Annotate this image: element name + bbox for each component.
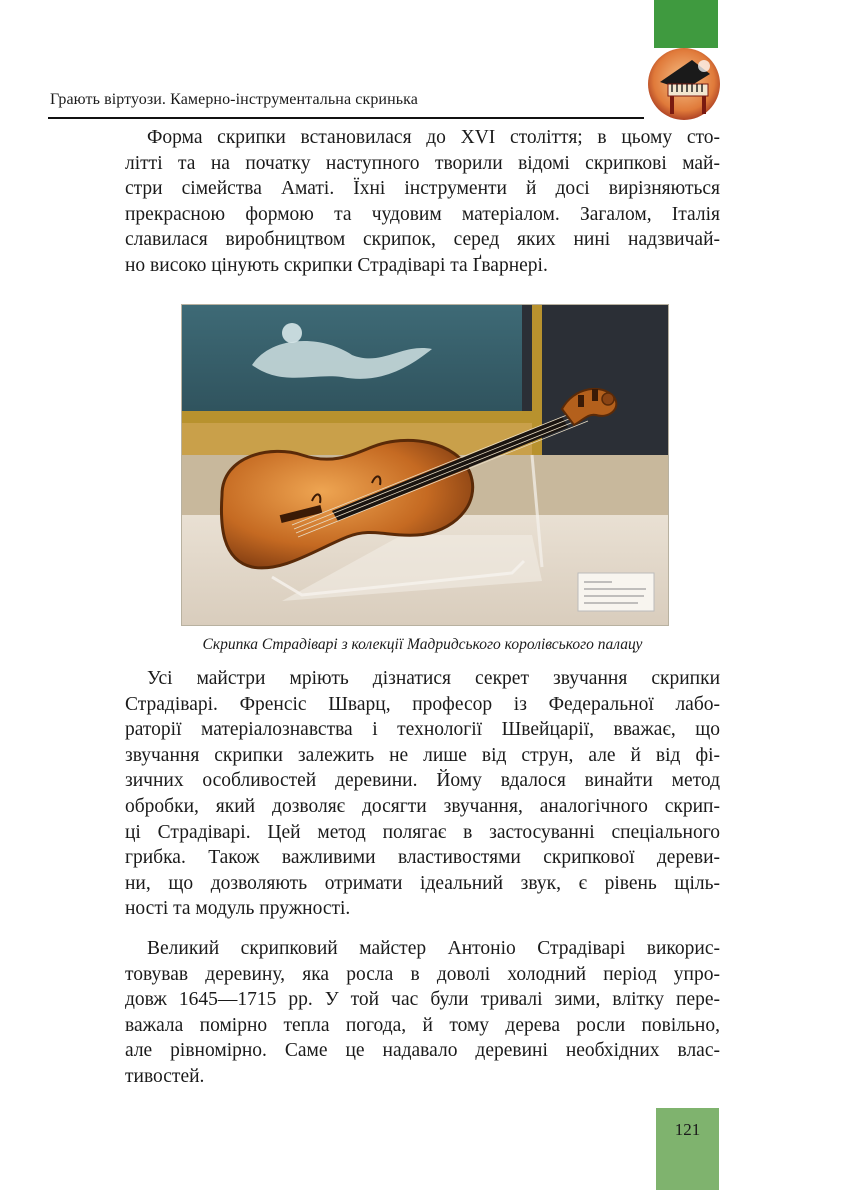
text-line: літті та на початку наступного творили відомі скрипкові май-: [125, 152, 720, 174]
text-line: но високо цінують скрипки Страдіварі та Ґварнері.: [125, 254, 548, 276]
text-line: славилася виробництвом скрипок, серед яких нині надзвичай-: [125, 229, 720, 251]
text-line: Великий скрипковий майстер Антоніо Страдіварі викорис-: [147, 938, 720, 959]
text-line: важала помірно тепла погода, й тому дерева росли повільно,: [125, 1014, 720, 1036]
text-line: грибка. Також важливими властивостями скрипкової дереви-: [125, 847, 720, 869]
text-line: Страдіварі. Френсіс Шварц, професор із Федеральної лабо-: [125, 693, 720, 715]
paragraph-2: [125, 666, 720, 922]
text-line: ці Страдіварі. Цей метод полягає в застосуванні спеціального: [125, 821, 720, 843]
text-line: раторії матеріалознавства і технології Швейцарії, вважає, що: [125, 719, 720, 741]
chapter-badge-icon: [644, 44, 726, 124]
page-number: 121: [674, 1120, 701, 1139]
figure-caption: Скрипка Страдіварі з колекції Мадридського королівського палацу: [202, 636, 643, 653]
violin-photo: [181, 304, 669, 626]
header-rule: [48, 117, 644, 119]
text-line: звучання скрипки залежить не лише від струн, але й від фі-: [125, 744, 720, 766]
text-line: Усі майстри мріють дізнатися секрет звучання скрипки: [147, 668, 720, 689]
text-line: обробки, який дозволяє досягти звучання, аналогічного скрип-: [125, 795, 720, 817]
top-color-tab: [654, 0, 718, 48]
paragraph-3: [125, 936, 720, 1090]
text-line: ності та модуль пружності.: [125, 898, 351, 920]
text-line: стри сімейства Аматі. Їхні інструменти й досі вирізняються: [125, 178, 720, 200]
text-line: Форма скрипки встановилася до XVI століття; в цьому сто-: [147, 127, 720, 148]
text-line: прекрасною формою та чудовим матеріалом. Загалом, Італія: [125, 203, 720, 225]
running-header: Грають віртуози. Камерно-інструментальна скринька: [50, 91, 418, 108]
paragraph-1: [125, 125, 720, 279]
text-line: довж 1645—1715 рр. У той час були тривалі зими, влітку пере-: [125, 989, 720, 1011]
text-line: зичних особливостей деревини. Йому вдалося винайти метод: [125, 770, 720, 792]
text-line: ни, що дозволяють отримати ідеальний звук, є рівень щіль-: [125, 872, 720, 894]
page-number-tab: [656, 1108, 719, 1190]
text-line: тивостей.: [125, 1065, 205, 1087]
text-line: товував деревину, яка росла в доволі холодний період упро-: [125, 963, 720, 985]
text-line: але рівномірно. Саме це надавало деревині необхідних влас-: [125, 1040, 720, 1062]
